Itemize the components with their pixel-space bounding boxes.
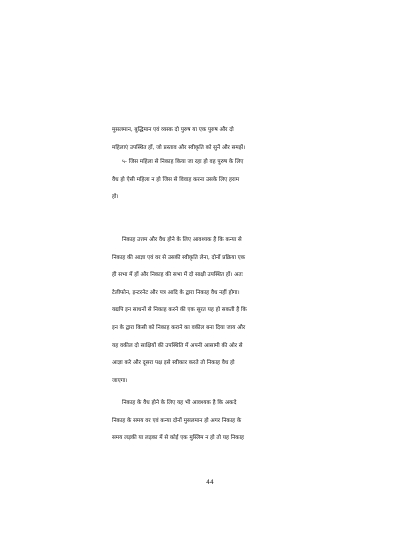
text-line: निकाह के समय वर एवं कन्या दोनों मुसलमान हो अगर निकाह के — [112, 417, 242, 424]
text-line: निकाह के वैध होने के लिए यह भी आवश्यक है कि अकदे — [122, 400, 237, 406]
text-line: निकाह उत्तम और वैध होने के लिए आवश्यक है कि कन्या से — [122, 237, 242, 243]
paragraph-muslim-requirement — [112, 395, 312, 448]
text-line: हो। — [112, 194, 119, 201]
paragraph-condition-5 — [112, 154, 312, 207]
text-line: इन के द्वारा किसी को निकाह कराने का वकील बना दिया जाय और — [112, 324, 246, 331]
text-line: आज्ञा करे और दूसरा पक्ष इसे स्वीकार करते तो निकाह वैध हो — [112, 360, 235, 367]
text-line: वैध हो ऐसी महिला न हो जिस से विवाह करना उसके लिए हराम — [112, 176, 240, 183]
paragraph-consent — [112, 232, 312, 390]
text-line: ५- जिस महिला से निकाह किया जा रहा हो वह पुरुष के लिए — [122, 159, 244, 165]
paragraph-witnesses — [112, 122, 312, 157]
text-line: ही सभा में हों और निकाह की सभा में दो साक्षी उपस्थित हों। अतः — [112, 272, 243, 279]
text-line: महिलाएं उपस्थित हों, जो प्रस्ताव और स्वीकृति को सुनें और समझें। — [112, 144, 246, 151]
text-line: जाएगा। — [112, 377, 128, 384]
text-line: मुसलमान, बुद्धिमान एवं व्यस्क दो पुरुष या एक पुरुष और दो — [112, 127, 234, 133]
text-line: टेलीफोन, इन्टरनेट और पत्र आदि के द्वारा निकाह वैध नहीं होगा। — [112, 289, 240, 296]
text-line: यद्यपि इन साधनों से निकाह करने की एक सूरत यह हो सकती है कि — [112, 307, 247, 314]
text-line: यह वकील दो साक्षियों की उपस्थिति में अपनी आसामी की ओर से — [112, 342, 243, 349]
text-line: निकाह की आज्ञा एवं वर से उसकी स्वीकृति लेना, दोनों प्रक्रिया एक — [112, 254, 246, 261]
page-number: 44 — [206, 479, 214, 486]
text-line: समय लड़की या लड़का में से कोई एक मुस्लिम न हो तो यह निकाह — [112, 435, 244, 442]
